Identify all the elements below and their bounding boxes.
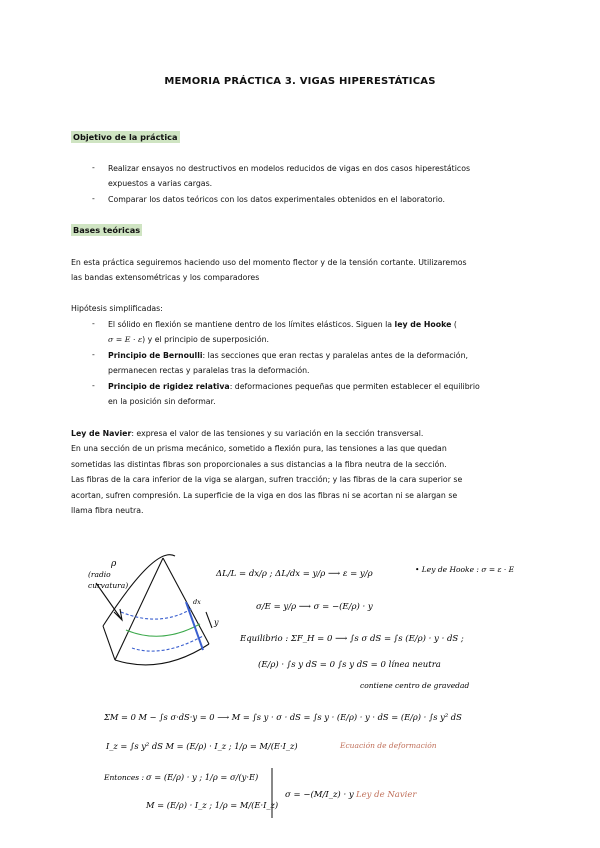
section-line (186, 602, 203, 650)
equation-neutral-line: (E/ρ) · ∫s y dS = 0 ∫s y dS = 0 línea neutra (258, 660, 441, 670)
navier-paragraph-3: Las fibras de la cara inferior de la viga se alargan, sufren tracción; y las fibras de la cara superior se (71, 475, 463, 484)
bullet-dash: - (92, 163, 95, 172)
navier-paragraph-2: sometidas las distintas fibras son proporcionales a sus distancias a la fibra neutra de la sección. (71, 460, 447, 469)
navier-intro: Ley de Navier: expresa el valor de las tensiones y su variación en la sección transversal. (71, 429, 424, 438)
bases-intro-1: En esta práctica seguiremos haciendo uso del momento flector y de la tensión cortante. Utilizaremos (71, 258, 467, 267)
bullet-dash: - (92, 350, 95, 359)
bases-heading: Bases teóricas (73, 225, 141, 235)
neutral-fiber-arc (126, 624, 200, 636)
navier-paragraph-1: En una sección de un prisma mecánico, sometido a flexión pura, las tensiones a las que quedan (71, 444, 447, 453)
hipotesis-1-cont: σ = E · ε) y el principio de superposición. (108, 335, 270, 344)
objetivo-item-2: Comparar los datos teóricos con los datos experimentales obtenidos en el laboratorio. (108, 195, 446, 204)
bullet-dash: - (92, 381, 95, 390)
equation-then-1: σ = (E/ρ) · y ; 1/ρ = σ/(y·E) (146, 772, 259, 782)
hipotesis-2: Principio de Bernoulli: las secciones que eran rectas y paralelas antes de la deformación, (108, 351, 469, 360)
hipotesis-3: Principio de rigidez relativa: deformaciones pequeñas que permiten establecer el equilibrio (108, 382, 480, 391)
hipotesis-label: Hipótesis simplificadas: (71, 304, 163, 313)
equation-inertia: I_z = ∫s y² dS M = (E/ρ) · I_z ; 1/ρ = M/(E·I_z) (106, 741, 298, 751)
rho-symbol: ρ (111, 559, 117, 569)
hipotesis-3-cont: en la posición sin deformar. (108, 397, 216, 406)
equation-moment: ΣM = 0 M − ∫s σ·dS·y = 0 ⟶ M = ∫s y · σ · dS = ∫s y · (E/ρ) · y · dS = (E/ρ) · ∫s y² dS (104, 712, 462, 722)
ecuacion-deformacion-note: Ecuación de deformación (340, 741, 437, 750)
hipotesis-1: El sólido en flexión se mantiene dentro de los límites elásticos. Siguen la ley de Hooke ( (108, 320, 457, 329)
equation-strain: ΔL/L = dx/ρ ; ΔL/dx = y/ρ ⟶ ε = y/ρ (216, 569, 373, 579)
bullet-dash: - (92, 194, 95, 203)
centro-note: contiene centro de gravedad (360, 681, 470, 690)
radio-label: (radio (88, 570, 111, 579)
hooke-note: • Ley de Hooke : σ = ε · E (415, 565, 515, 574)
hooke-formula: σ = E · ε (108, 335, 143, 344)
equation-stress: σ/E = y/ρ ⟶ σ = −(E/ρ) · y (256, 602, 373, 612)
ley-navier-note: Ley de Navier (356, 790, 417, 800)
bullet-dash: - (92, 319, 95, 328)
y-label: y (214, 618, 219, 627)
entonces-label: Entonces : (104, 773, 145, 782)
objetivo-heading: Objetivo de la práctica (73, 132, 178, 142)
curvatura-label: curvatura) (88, 581, 129, 590)
navier-paragraph-5: llama fibra neutra. (71, 506, 144, 515)
beam-sketch (96, 555, 212, 665)
dx-label: dx (193, 598, 201, 606)
page-title: MEMORIA PRÁCTICA 3. VIGAS HIPERESTÁTICAS (164, 76, 436, 87)
navier-paragraph-4: acortan, sufren compresión. La superficie de la viga en dos las fibras ni se acortan ni se alargan se (71, 491, 458, 500)
beam-bottom-arc (115, 644, 209, 665)
equation-then-2: M = (E/ρ) · I_z ; 1/ρ = M/(E·I_z) (146, 800, 279, 810)
objetivo-item-1-cont: expuestos a varias cargas. (108, 179, 213, 188)
hipotesis-2-cont: permanecen rectas y paralelas tras la deformación. (108, 366, 310, 375)
fiber-line (121, 608, 193, 619)
y-arrow (206, 612, 212, 628)
bases-intro-2: las bandas extensométricas y los comparadores (71, 273, 260, 282)
equation-equilibrio: Equilibrio : ΣF_H = 0 ⟶ ∫s σ dS = ∫s (E/ρ) · y · dS ; (240, 634, 464, 644)
objetivo-item-1: Realizar ensayos no destructivos en modelos reducidos de vigas en dos casos hiperestáticos (108, 164, 471, 173)
navier-formula: σ = −(M/I_z) · y (285, 790, 354, 800)
